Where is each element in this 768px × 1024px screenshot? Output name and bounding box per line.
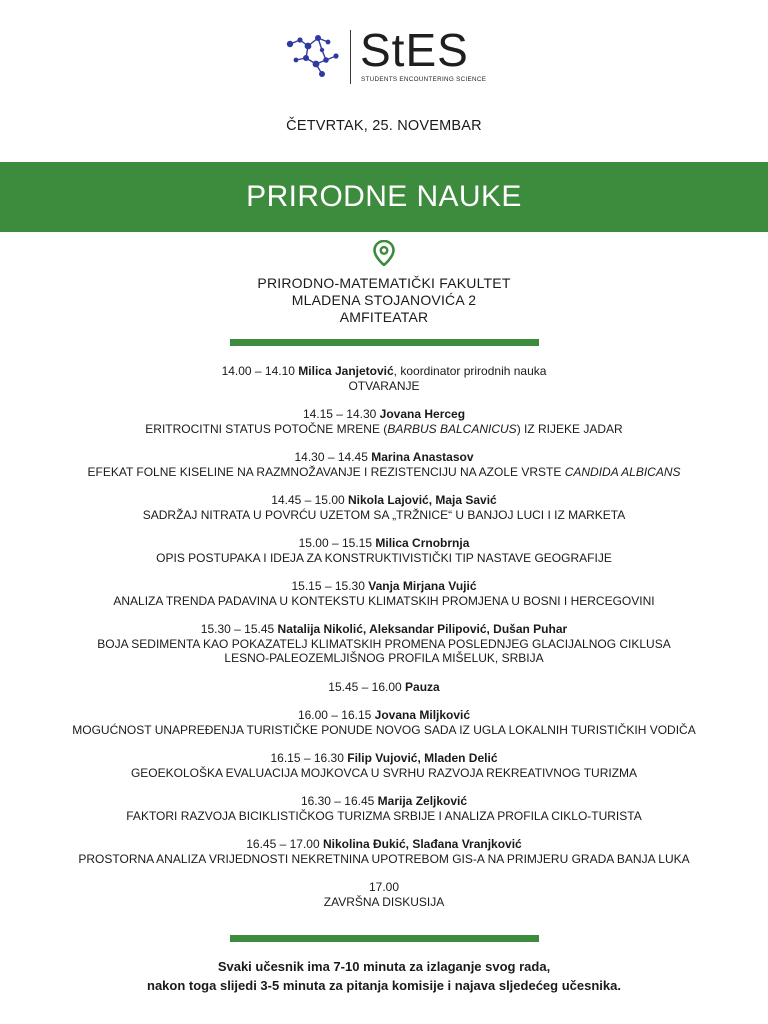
location-pin-icon [373, 240, 395, 266]
session-time-speakers [0, 493, 768, 508]
session-time-speakers [0, 579, 768, 594]
session-title: GEOEKOLOŠKA EVALUACIJA MOJKOVCA U SVRHU RAZVOJA REKREATIVNOG TURIZMA [130, 765, 638, 780]
footer-line-2: nakon toga slijedi 3-5 minuta za pitanja komisije i najava sljedećeg učesnika. [147, 978, 621, 993]
footer-line-1: Svaki učesnik ima 7-10 minuta za izlaganje svog rada, [217, 959, 551, 974]
molecule-network-icon [284, 30, 342, 80]
session-time: 15.30 – 15.45 [200, 622, 278, 636]
session-time-speakers [0, 407, 768, 422]
session-time-speakers [0, 751, 768, 766]
session-speakers: Vanja Mirjana Vujić [368, 579, 477, 593]
session-time: 15.00 – 15.15 [298, 536, 376, 550]
session-time: 17.00 [368, 880, 400, 894]
session-speakers: Natalija Nikolić, Aleksandar Pilipović, Dušan Puhar [277, 622, 568, 636]
logo-wordmark: StES [360, 24, 469, 76]
session-time: 16.45 – 17.00 [246, 837, 323, 851]
session-speakers: Nikolina Đukić, Slađana Vranjković [322, 837, 522, 851]
session-item [0, 680, 768, 695]
footer-note [0, 957, 768, 995]
section-banner [0, 162, 768, 232]
session-item [0, 751, 768, 780]
session-item [0, 450, 768, 479]
session-time-speakers [0, 680, 768, 695]
session-item [0, 579, 768, 608]
session-time: 16.30 – 16.45 [300, 794, 378, 808]
session-title: MOGUĆNOST UNAPREĐENJA TURISTIČKE PONUDE NOVOG SADA IZ UGLA LOKALNIH TURISTIČKIH VODIČA [72, 722, 696, 737]
session-speakers: Filip Vujović, Mladen Delić [347, 751, 498, 765]
session-title: ZAVRŠNA DISKUSIJA [323, 894, 445, 909]
session-title: OTVARANJE [348, 378, 420, 393]
session-item [0, 536, 768, 565]
logo-tagline: STUDENTS ENCOUNTERING SCIENCE [361, 76, 487, 83]
session-item [0, 493, 768, 522]
session-title: BOJA SEDIMENTA KAO POKAZATELJ KLIMATSKIH PROMENA POSLEDNJEG GLACIJALNOG CIKLUSA [97, 636, 671, 651]
divider-bottom [230, 935, 539, 942]
session-item [0, 794, 768, 823]
session-time-speakers [0, 708, 768, 723]
session-time: 15.15 – 15.30 [291, 579, 369, 593]
session-speakers: Jovana Miljković [374, 708, 471, 722]
session-title: EFEKAT FOLNE KISELINE NA RAZMNOŽAVANJE I REZISTENCIJU NA AZOLE VRSTE CANDIDA ALBICANS [87, 464, 681, 479]
session-item [0, 708, 768, 737]
session-speakers: Jovana Herceg [379, 407, 466, 421]
logo-divider [350, 30, 351, 84]
session-item [0, 407, 768, 436]
session-speakers: Pauza [405, 679, 440, 694]
session-time-speakers [0, 622, 768, 637]
header-logo [0, 26, 768, 90]
session-time: 16.15 – 16.30 [270, 751, 348, 765]
session-speakers: Marija Zeljković [377, 794, 468, 808]
session-item [0, 364, 768, 393]
session-time: 14.30 – 14.45 [294, 450, 372, 464]
session-time: 16.00 – 16.15 [297, 708, 375, 722]
session-time-speakers [0, 794, 768, 809]
session-time-speakers [0, 880, 768, 895]
event-date: ČETVRTAK, 25. NOVEMBAR [286, 118, 482, 134]
session-list [0, 364, 768, 923]
session-time: 14.15 – 14.30 [302, 407, 380, 421]
divider-top [230, 339, 539, 346]
session-title: FAKTORI RAZVOJA BICIKLISTIČKOG TURIZMA SRBIJE I ANALIZA PROFILA CIKLO-TURISTA [126, 808, 642, 823]
session-speakers: Marina Anastasov [371, 450, 474, 464]
session-speakers: Milica Janjetović [298, 364, 394, 378]
session-title: OPIS POSTUPAKA I IDEJA ZA KONSTRUKTIVISTIČKI TIP NASTAVE GEOGRAFIJE [156, 550, 612, 565]
session-time-speakers [0, 837, 768, 852]
session-time-speakers [0, 364, 768, 379]
session-item [0, 880, 768, 909]
session-time: 14.00 – 14.10 [221, 364, 299, 378]
session-title: SADRŽAJ NITRATA U POVRĆU UZETOM SA „TRŽNICE“ U BANJOJ LUCI I IZ MARKETA [142, 507, 626, 522]
session-time: 14.45 – 15.00 [271, 493, 348, 507]
session-time-speakers [0, 536, 768, 551]
session-title: ANALIZA TRENDA PADAVINA U KONTEKSTU KLIMATSKIH PROMJENA U BOSNI I HERCEGOVINI [113, 593, 655, 608]
session-time-speakers [0, 450, 768, 465]
session-speaker-role: , koordinator prirodnih nauka [393, 364, 547, 378]
venue-faculty: PRIRODNO-MATEMATIČKI FAKULTET [257, 275, 511, 291]
session-time: 15.45 – 16.00 [328, 679, 406, 694]
session-item [0, 622, 768, 666]
venue-address [0, 275, 768, 326]
session-title: PROSTORNA ANALIZA VRIJEDNOSTI NEKRETNINA UPOTREBOM GIS-A NA PRIMJERU GRADA BANJA LUKA [78, 851, 690, 866]
session-item [0, 837, 768, 866]
session-speakers: Milica Crnobrnja [375, 536, 470, 550]
venue-room: AMFITEATAR [339, 309, 429, 325]
section-title: PRIRODNE NAUKE [246, 180, 522, 213]
venue-street: MLADENA STOJANOVIĆA 2 [291, 292, 477, 308]
session-title-continued: LESNO-PALEOZEMLJIŠNOG PROFILA MIŠELUK, SRBIJA [224, 651, 544, 665]
session-title: ERITROCITNI STATUS POTOČNE MRENE (BARBUS BALCANICUS) IZ RIJEKE JADAR [145, 421, 623, 436]
session-speakers: Nikola Lajović, Maja Savić [348, 493, 497, 507]
